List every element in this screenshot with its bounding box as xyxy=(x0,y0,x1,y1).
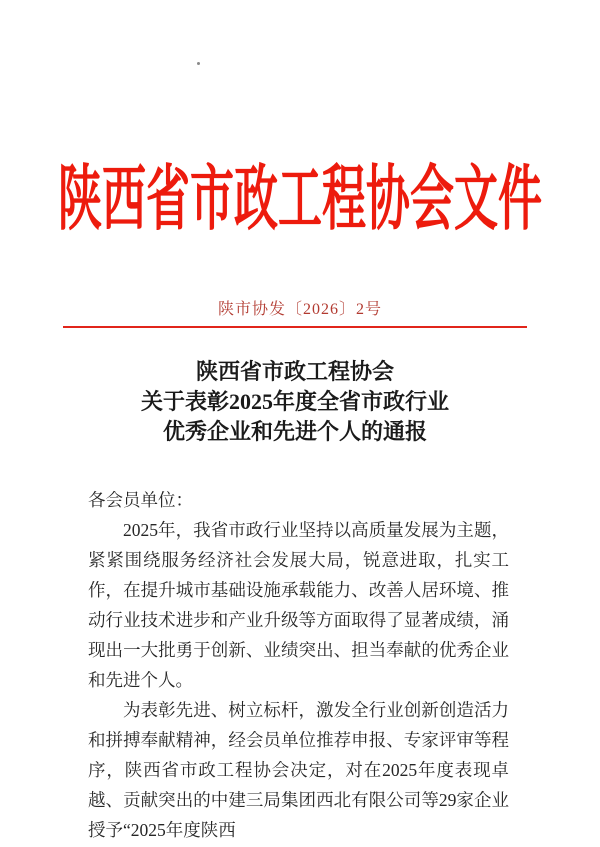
scan-speck-mark xyxy=(197,62,200,65)
body-paragraph-2: 为表彰先进、树立标杆，激发全行业创新创造活力和拼搏奉献精神，经会员单位推荐申报、专家评审等程序，陕西省市政工程协会决定，对在2025年度表现卓越、贡献突出的中建三局集团西北有限公司等29家企业授予“2025年度陕西 xyxy=(88,700,509,840)
masthead-title: 陕西省市政工程协会文件 xyxy=(58,159,542,240)
document-title-line-3: 优秀企业和先进个人的通报 xyxy=(162,419,427,444)
red-divider-line xyxy=(63,326,527,328)
body-paragraph-1: 2025年，我省市政行业坚持以高质量发展为主题，紧紧围绕服务经济社会发展大局，锐意进取，扎实工作，在提升城市基础设施承载能力、改善人居环境、推动行业技术进步和产业升级等方面取得了显著成绩，涌现出一大批勇于创新、业绩突出、担当奉献的优秀企业和先进个人。 xyxy=(88,520,509,690)
document-title-line-1: 陕西省市政工程协会 xyxy=(195,359,394,384)
document-reference-number: 陕市协发〔2026〕2号 xyxy=(217,301,382,318)
document-body xyxy=(88,485,509,845)
document-title-line-2: 关于表彰2025年度全省市政行业 xyxy=(140,389,449,414)
document-title xyxy=(60,357,530,447)
red-masthead xyxy=(40,152,560,247)
salutation: 各会员单位： xyxy=(88,490,193,510)
